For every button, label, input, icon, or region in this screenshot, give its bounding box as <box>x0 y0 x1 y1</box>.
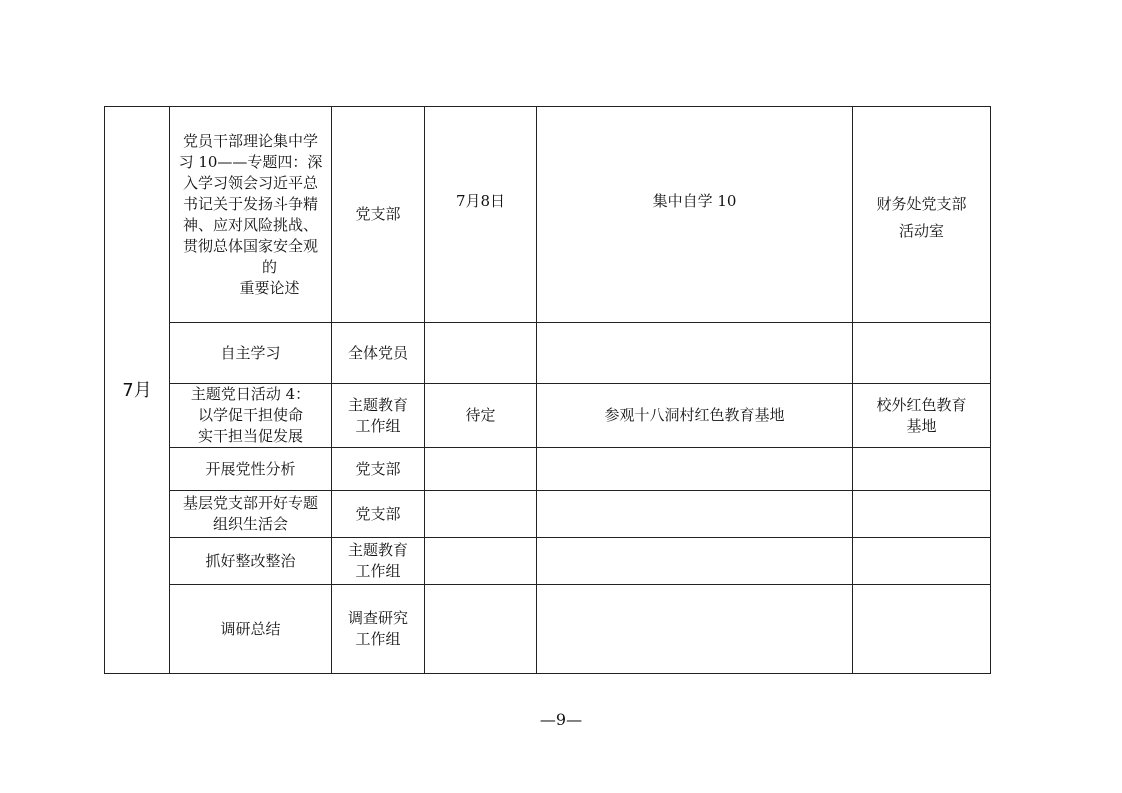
form-cell <box>537 538 853 585</box>
table-row <box>105 107 991 323</box>
form-cell: 集中自学 10 <box>537 107 853 323</box>
content-cell: 自主学习 <box>170 323 332 384</box>
organizer-cell <box>332 585 425 674</box>
page-number: —9— <box>539 710 583 729</box>
location-cell <box>853 384 991 448</box>
content-line: 的 <box>261 257 277 276</box>
table-row <box>105 538 991 585</box>
time-cell <box>425 538 537 585</box>
activity-plan-table <box>104 106 991 674</box>
content-line: 入学习领会习近平总 <box>182 173 318 192</box>
table-row <box>105 384 991 448</box>
content-cell: 开展党性分析 <box>170 448 332 491</box>
organizer-cell <box>332 538 425 585</box>
organizer-line: 主题教育 <box>347 395 408 414</box>
content-line: 基层党支部开好专题 <box>182 494 318 512</box>
content-line: 主题党日活动 4： <box>190 385 311 403</box>
location-cell <box>853 585 991 674</box>
location-cell <box>853 538 991 585</box>
content-cell: 调研总结 <box>170 585 332 674</box>
organizer-line: 工作组 <box>355 630 401 648</box>
location-line: 基地 <box>906 416 937 435</box>
content-cell: 抓好整改整治 <box>170 538 332 585</box>
month-cell: 7月 <box>105 107 170 674</box>
organizer-cell: 党支部 <box>332 448 425 491</box>
organizer-line: 主题教育 <box>347 541 408 559</box>
table-row <box>105 491 991 538</box>
form-cell <box>537 491 853 538</box>
content-line: 书记关于发扬斗争精 <box>182 194 318 213</box>
time-cell: 待定 <box>425 384 537 448</box>
time-cell <box>425 448 537 491</box>
organizer-cell: 党支部 <box>332 491 425 538</box>
content-line: 重要论述 <box>239 278 300 297</box>
content-cell <box>170 384 332 448</box>
location-line: 活动室 <box>898 222 944 240</box>
table-row <box>105 448 991 491</box>
form-cell <box>537 448 853 491</box>
form-cell <box>537 323 853 384</box>
content-line: 贯彻总体国家安全观 <box>182 236 318 255</box>
time-cell: 7月8日 <box>425 107 537 323</box>
organizer-line: 工作组 <box>355 416 401 435</box>
content-line: 党员干部理论集中学 <box>182 131 318 150</box>
organizer-cell: 党支部 <box>332 107 425 323</box>
content-cell <box>170 491 332 538</box>
time-cell <box>425 323 537 384</box>
content-line: 习 10——专题四：深 <box>178 152 323 171</box>
location-line: 校外红色教育 <box>876 395 967 414</box>
location-line: 财务处党支部 <box>876 195 967 213</box>
content-cell <box>170 107 332 323</box>
location-cell <box>853 107 991 323</box>
table-row <box>105 585 991 674</box>
content-line: 组织生活会 <box>212 515 288 533</box>
location-cell <box>853 323 991 384</box>
organizer-cell <box>332 384 425 448</box>
form-cell: 参观十八洞村红色教育基地 <box>537 384 853 448</box>
time-cell <box>425 491 537 538</box>
organizer-line: 调查研究 <box>347 609 408 627</box>
organizer-line: 工作组 <box>355 562 401 580</box>
form-cell <box>537 585 853 674</box>
location-cell <box>853 448 991 491</box>
location-cell <box>853 491 991 538</box>
content-line: 实干担当促发展 <box>197 427 303 445</box>
content-line: 以学促干担使命 <box>197 406 303 424</box>
table-row <box>105 323 991 384</box>
time-cell <box>425 585 537 674</box>
content-line: 神、应对风险挑战、 <box>182 215 318 234</box>
organizer-cell: 全体党员 <box>332 323 425 384</box>
